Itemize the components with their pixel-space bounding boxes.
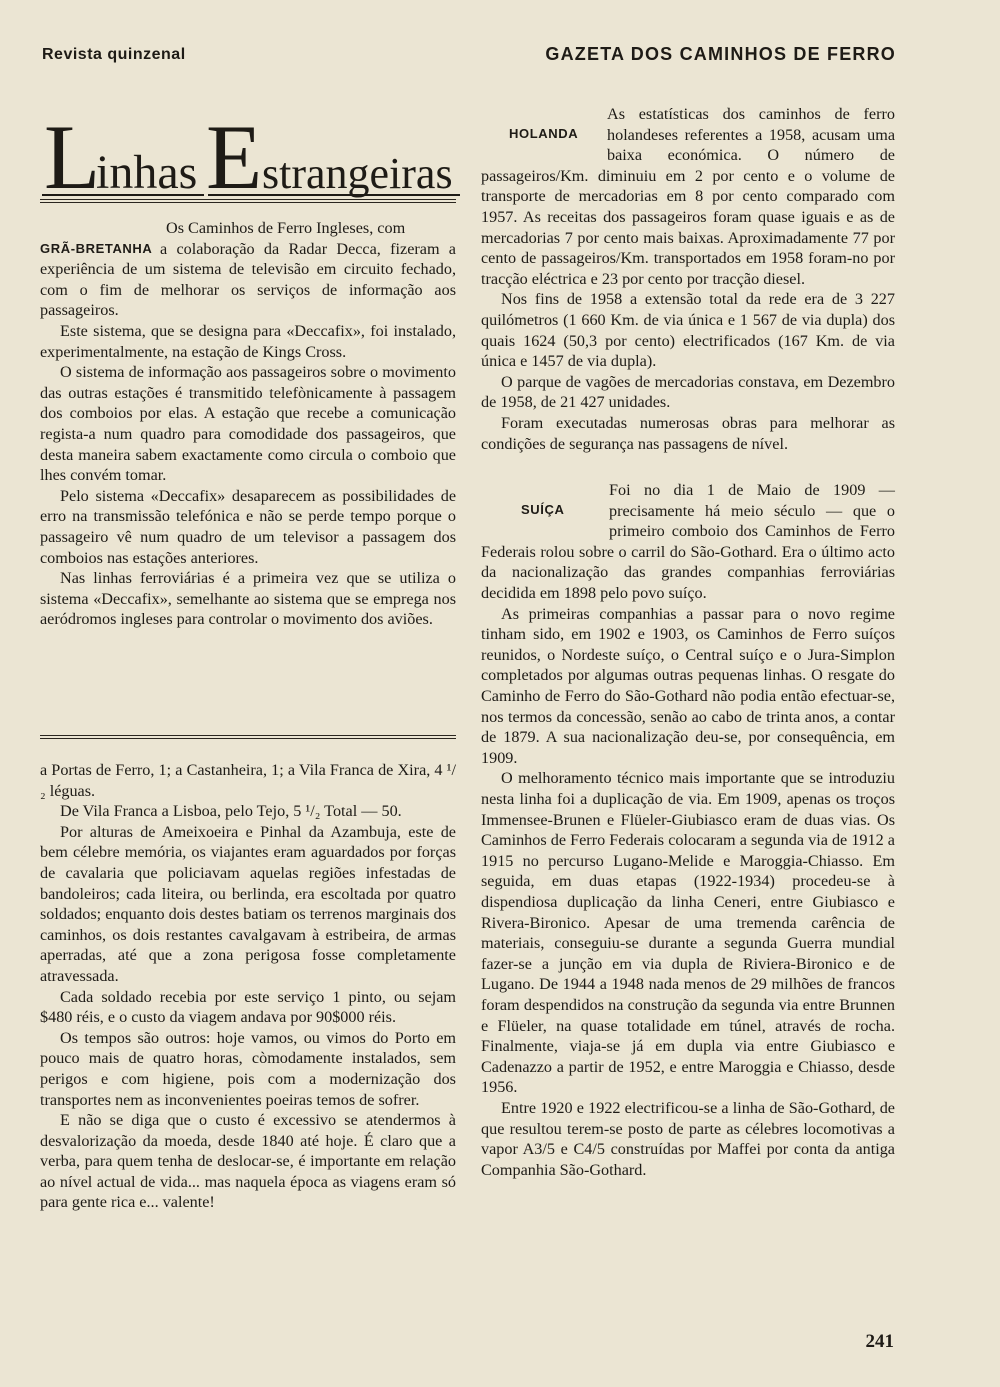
continued-paragraph-1: a Portas de Ferro, 1; a Castanheira, 1; a Vila Franca de Xira, 4 ¹/₂ léguas. [40,761,456,800]
continued-paragraph-6: E não se diga que o custo é excessivo se atendermos à desvalorização da moeda, desde 1840 até hoje. É claro que a verba, para quem tenha de deslocar-se, é importante em relação ao nível actual de vida... mas naquela época as viagens eram só para gente rica e... valente! [40,1111,456,1212]
gb-paragraph-1-lead: Os Caminhos de Ferro Ingleses, com [166,219,406,237]
title-initial-1: L [44,106,101,206]
continued-paragraph-4: Cada soldado recebia por este serviço 1 pinto, ou sejam $480 réis, e o custo da viagem andava por 90$000 réis. [40,987,456,1027]
article-gra-bretanha [40,218,456,630]
article-holanda-suica [481,104,895,1180]
holanda-paragraph-2: Nos fins de 1958 a extensão total da rede era de 3 227 quilómetros (1 660 Km. de via única e 1 567 de via dupla) dos quais 1624 (50,3 por cento) electrificados (167 Km. de via única e 1457 de via dupla). [481,290,895,371]
gb-paragraph-2: Este sistema, que se designa para «Deccafix», foi instalado, experimentalmente, na estação de Kings Cross. [40,321,456,361]
title-rule [40,199,456,203]
title-word-1: inhas [96,146,198,199]
country-label-holanda: HOLANDA [509,126,579,141]
running-header-left: Revista quinzenal [42,46,186,63]
gb-paragraph-1 [40,218,456,321]
section-spacer [481,454,895,480]
section-title [40,102,462,206]
running-header-right: GAZETA DOS CAMINHOS DE FERRO [545,44,896,64]
country-label-suica: SUÍÇA [521,502,565,518]
suica-paragraph-3: O melhoramento técnico mais importante que se introduziu nesta linha foi a duplicação de via. Em 1909, apenas os troços Immensee-Brunen e Flüeler-Giubiasco eram de duas vias. Os Caminhos de Ferro Federais colocaram a segunda via de 1912 a 1915 no percurso Lugano-Melide e Maroggia-Chiasso. Em seguida, em duas etapas (1922-1934) procedeu-se à dispendiosa duplicação da linha Ceneri, entre Giubiasco e Rivera-Bironico. Apesar de uma tremenda carência de materiais, conseguiu-se durante a segunda Guerra mundial fazer-se a junção em via dupla de Riviera-Bironico e de Lugano. De 1944 a 1948 nada menos de 29 milhões de francos foram despendidos na construção da segunda via entre Brunnen e Flüeler, na quase totalidade em túnel, através de rocha. Finalmente, viaja-se já em dupla via entre Giubiasco e Cadenazzo a partir de 1952, e entre Maroggia e Chiasso, desde 1956. [481,769,895,1097]
article-continued [40,760,456,1213]
gb-paragraph-4: Pelo sistema «Deccafix» desaparecem as possibilidades de erro na transmissão telefónica e não se perde tempo porque o passageiro vê num quadro de um televisor a passagem dos comboios nas estações anteriores. [40,486,456,567]
country-label-gra-bretanha: GRÃ-BRETANHA [40,240,153,256]
continued-paragraph-5: Os tempos são outros: hoje vamos, ou vimos do Porto em pouco mais de quatro horas, còmodamente instalados, sem perigos e com higiene, pois com a modernização dos transportes nem as inconvenientes poeiras temos de sofrer. [40,1028,456,1109]
title-word-2: strangeiras [262,149,453,198]
page-number: 241 [865,1331,894,1352]
article-holanda [481,104,895,454]
title-initial-2: E [206,106,263,206]
holanda-paragraph-4: Foram executadas numerosas obras para melhorar as condições de segurança nas passagens de nível. [481,413,895,453]
column-divider-rule [40,735,456,739]
suica-paragraph-2: As primeiras companhias a passar para o novo regime tinham sido, em 1902 e 1903, os Caminhos de Ferro suíços reunidos, o Nordeste suíço, o Central suíço e o Jura-Simplon completados por algumas outras pequenas linhas. O resgate do Caminho de Ferro do São-Gothard não podia então efectuar-se, nos termos da concessão, senão ao cabo de trinta anos, a contar de 1879. A sua nacionalização deu-se, por consequência, em 1909. [481,604,895,767]
suica-paragraph-4: Entre 1920 e 1922 electrificou-se a linha de São-Gothard, de que resultou terem-se posto de parte as célebres locomotivas a vapor A3/5 e C4/5 construídas por Maffei por conta da antiga Companhia São-Gothard. [481,1098,895,1179]
gb-paragraph-5: Nas linhas ferroviárias é a primeira vez que se utiliza o sistema «Deccafix», semelhante ao sistema que se emprega nos aeródromos ingleses para controlar o movimento dos aviões. [40,569,456,629]
continued-paragraph-3: Por alturas de Ameixoeira e Pinhal da Azambuja, este de bem célebre memória, os viajantes eram aguardados por forças de cavalaria que policiavam aquelas regiões infestadas de bandoleiros; cada liteira, ou berlinda, era escoltada por quatro soldados; enquanto dois destes batiam os terrenos marginais dos caminhos, os dois restantes cavalgavam à estribeira, de armas aperradas, até que a zona perigosa fosse completamente atravessada. [40,822,457,985]
holanda-paragraph-3: O parque de vagões de mercadorias constava, em Dezembro de 1958, de 21 427 unidades. [481,372,895,412]
holanda-paragraph-1: As estatísticas dos caminhos de ferro holandeses referentes a 1958, acusam uma baixa económica. O número de passageiros/Km. diminuiu em 2 por cento e o volume de transporte de mercadorias em 8 por cento comparado com 1957. As receitas dos passageiros foram quase iguais e as de mercadorias 7 por cento mais baixas. Aproximadamente 77 por cento de passageiros/Km. transportados em 1958 foram-no por tracção eléctrica e 23 por cento por tracção diesel. [481,105,895,288]
gb-paragraph-3: O sistema de informação aos passageiros sobre o movimento das outras estações é transmitido telefònicamente à passagem dos comboios por elas. A estação que recebe a comunicação regista-a num quadro para comodidade dos passageiros, que desta maneira sabem exactamente como circula o comboio que lhes convém tomar. [40,363,456,485]
article-suica [481,480,895,1180]
section-title-art [40,102,462,206]
suica-paragraph-1: Foi no dia 1 de Maio de 1909 — precisamente há meio século — que o primeiro comboio dos Caminhos de Ferro Federais rolou sobre o carril do São-Gothard. Era o último acto da nacionalização das grandes companhias ferroviárias decidida em 1898 pelo povo suíço. [481,481,895,603]
gb-paragraph-1-body: a colaboração da Radar Decca, fizeram a experiência de um sistema de televisão em circuito fechado, com o fim de melhorar os serviços de informação aos passageiros. [40,239,456,320]
continued-paragraph-2: De Vila Franca a Lisboa, pelo Tejo, 5 ¹/₂ Total — 50. [60,802,402,821]
